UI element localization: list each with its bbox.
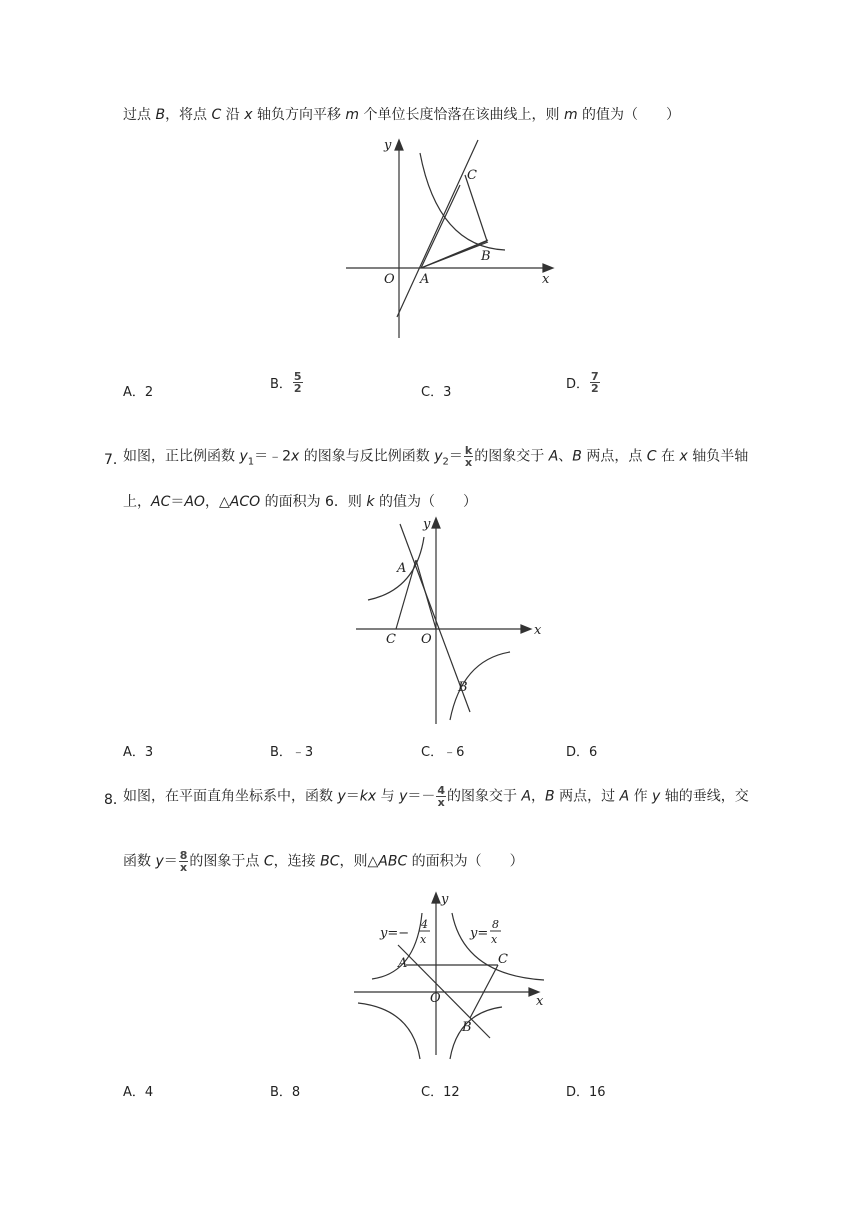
q6-segment-cb (465, 175, 487, 241)
svg-text:y=−: y=− (380, 926, 410, 941)
q8-curve-neg4x-upper-left (372, 913, 422, 979)
q6-label-c: C (467, 168, 477, 183)
q6-label-y: y (384, 138, 392, 153)
q6-choice-d[interactable]: D． $\frac{7}{2}$ (566, 370, 599, 395)
q7-text-line1: 如图，正比例函数 $y_1=﹣2x$ 的图象与反比例函数 $y_2=$ $\frac{k}{x}$ 的图象交于 A、B 两点，点 C 在 x 轴负半轴 (123, 444, 749, 469)
q7-choice-c[interactable]: C．﹣6 (421, 745, 465, 760)
svg-text:x: x (491, 933, 498, 946)
q7-label-x: x (534, 623, 542, 638)
q7-label-c: C (386, 632, 396, 647)
q8-choice-b[interactable]: B．8 (270, 1085, 301, 1100)
q7-choice-d[interactable]: D．6 (566, 745, 598, 760)
svg-text:y=: y= (470, 926, 489, 941)
q8-label-c: C (498, 952, 508, 967)
q6-figure (340, 135, 560, 345)
q8-number: 8． (104, 792, 127, 808)
q6-curve (420, 153, 505, 250)
q6-line (397, 140, 478, 317)
q6-choice-a[interactable]: A．2 (123, 385, 154, 400)
q8-label-a: A (398, 956, 408, 971)
q8-curve-neg4x-lower-right (450, 1007, 502, 1059)
q7-choice-b[interactable]: B．﹣3 (270, 745, 314, 760)
q7-label-a: A (397, 561, 407, 576)
q7-fraction-k-over-x: $\frac{k}{x}$ (464, 444, 473, 469)
q7-choice-a[interactable]: A．3 (123, 745, 154, 760)
svg-text:8: 8 (492, 918, 499, 931)
q8-label-x: x (536, 994, 544, 1009)
q6-choice-c[interactable]: C．3 (421, 385, 452, 400)
q8-curve-8x-lower-left (358, 1003, 420, 1059)
q8-choice-a[interactable]: A．4 (123, 1085, 154, 1100)
q7-label-o: O (421, 632, 432, 647)
q6-label-a: A (420, 272, 430, 287)
q7-number: 7． (104, 452, 127, 468)
q8-choice-d[interactable]: D．16 (566, 1085, 606, 1100)
q6-label-x: x (542, 272, 550, 287)
q8-text-line2: 函数 y＝ $\frac{8}{x}$ 的图象于点 C，连接 BC，则△ABC 的面积为（ ） (123, 849, 524, 874)
q7-segment-ao (416, 560, 436, 629)
svg-text:x: x (420, 933, 427, 946)
q7-label-b: B (458, 680, 468, 695)
q6-choice-d-fraction: $\frac{7}{2}$ (591, 370, 599, 395)
q8-text-line1: 如图，在平面直角坐标系中，函数 y＝kx 与 y＝－ $\frac{4}{x}$ 的图象交于 A，B 两点，过 A 作 y 轴的垂线，交 (123, 784, 749, 809)
svg-text:4: 4 (421, 918, 428, 931)
q6-label-b: B (481, 249, 491, 264)
q6-choice-b-fraction: $\frac{5}{2}$ (293, 370, 302, 395)
q8-label-o: O (430, 991, 441, 1006)
q7-figure (350, 512, 550, 732)
q7-label-y: y (423, 517, 431, 532)
q8-choice-c[interactable]: C．12 (421, 1085, 460, 1100)
q8-label-b: B (462, 1020, 472, 1035)
q8-equation-right (469, 918, 501, 946)
q6-label-o: O (384, 272, 395, 287)
q7-curve-upper-left (368, 537, 424, 600)
q8-figure (350, 885, 550, 1065)
q6-choice-b[interactable]: B． $\frac{5}{2}$ (270, 370, 302, 395)
q8-equation-left (379, 918, 430, 946)
q8-fraction-8-over-x: $\frac{8}{x}$ (179, 849, 188, 874)
q6-text: 过点 B，将点 C 沿 x 轴负方向平移 m 个单位长度恰落在该曲线上，则 m 的值为（ ） (123, 107, 681, 123)
q7-text-line2: 上，AC＝AO，△ACO 的面积为 6．则 k 的值为（ ） (123, 494, 477, 510)
q8-label-y: y (441, 892, 449, 907)
q8-fraction-4-over-x: $\frac{4}{x}$ (437, 784, 446, 809)
